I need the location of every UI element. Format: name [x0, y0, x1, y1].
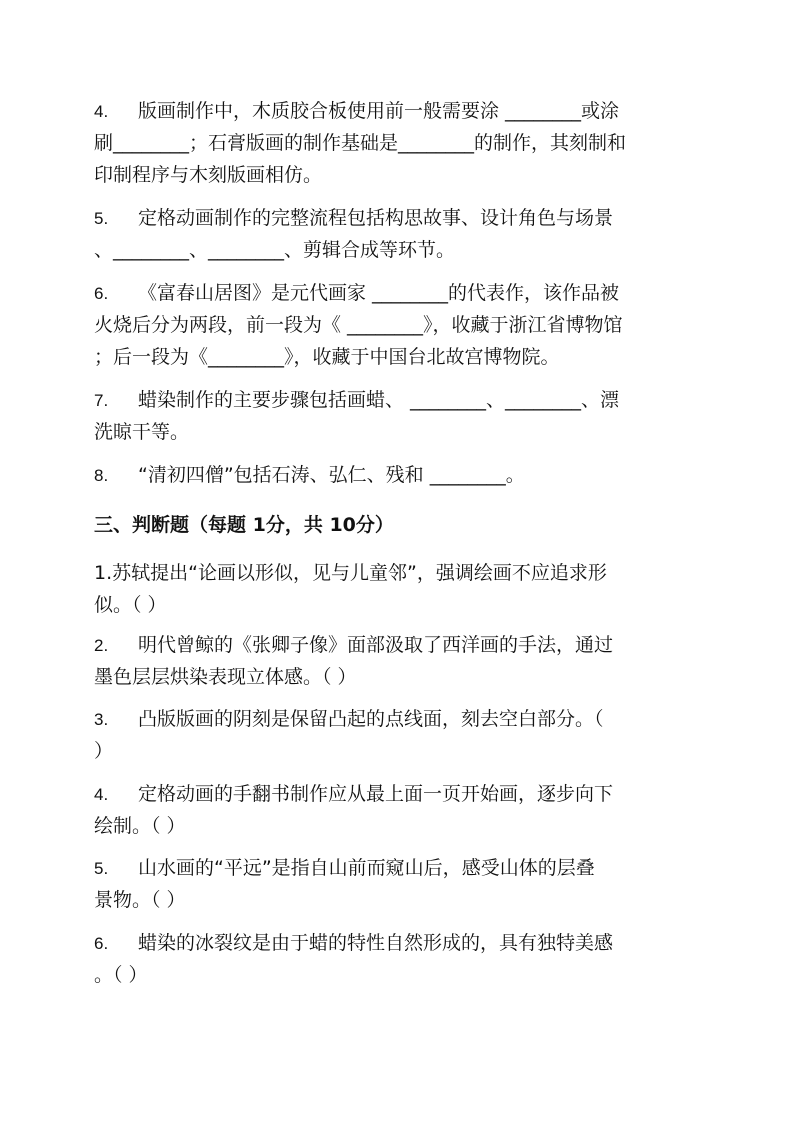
- judge-question-3: [94, 703, 704, 767]
- question-text: 定格动画的手翻书制作应从最上面一页开始画，逐步向下: [138, 783, 614, 805]
- fill-question-4: [94, 95, 704, 191]
- question-text: 绘制。（ ）: [94, 815, 186, 837]
- question-text: 明代曾鲸的《张卿子像》面部汲取了西洋画的手法，通过: [138, 634, 614, 656]
- question-text: 景物。（ ）: [94, 889, 186, 911]
- question-text: 《富春山居图》是元代画家 ________的代表作，该作品被: [138, 282, 620, 304]
- question-number: 5.: [94, 859, 109, 878]
- question-text: 山水画的“平远”是指自山前而窥山后，感受山体的层叠: [138, 857, 595, 879]
- question-text: 洗晾干等。: [94, 421, 190, 443]
- question-number: 2.: [94, 636, 109, 655]
- question-text: 火烧后分为两段，前一段为《 ________》，收藏于浙江省博物馆: [94, 314, 623, 336]
- question-number: 6.: [94, 284, 109, 303]
- question-text: 似。（ ）: [94, 594, 167, 616]
- question-text: 、________、________、剪辑合成等环节。: [94, 239, 456, 261]
- fill-question-6: [94, 277, 704, 373]
- fill-question-7: [94, 384, 704, 448]
- question-text: 苏轼提出“论画以形似，见与儿童邻”，强调绘画不应追求形: [112, 562, 607, 584]
- question-number: 5.: [94, 209, 109, 228]
- question-text: 。（ ）: [94, 964, 148, 986]
- question-text: “清初四僧”包括石涛、弘仁、残和 ________。: [138, 464, 525, 486]
- judge-question-6: [94, 927, 704, 991]
- judge-question-4: [94, 778, 704, 842]
- question-text: 刷________；石膏版画的制作基础是________的制作，其刻制和: [94, 132, 627, 154]
- question-text: 墨色层层烘染表现立体感。（ ）: [94, 666, 357, 688]
- question-number: 4.: [94, 785, 109, 804]
- question-text: ）: [94, 740, 114, 762]
- question-text: ；后一段为《________》，收藏于中国台北故宫博物院。: [94, 346, 560, 368]
- judge-question-1: [94, 557, 704, 621]
- judge-question-5: [94, 852, 704, 916]
- question-text: 蜡染制作的主要步骤包括画蜡、 ________、________、漂: [138, 389, 620, 411]
- question-number: 8.: [94, 466, 109, 485]
- question-number: 1.: [94, 562, 113, 584]
- fill-question-5: [94, 202, 704, 266]
- question-number: 6.: [94, 934, 109, 953]
- question-number: 4.: [94, 102, 109, 121]
- question-text: 凸版版画的阴刻是保留凸起的点线面，刻去空白部分。（: [138, 708, 604, 730]
- question-text: 定格动画制作的完整流程包括构思故事、设计角色与场景: [138, 207, 614, 229]
- section-title: 三、判断题（每题 1分，共 10分）: [94, 514, 394, 536]
- question-number: 3.: [94, 710, 109, 729]
- question-text: 版画制作中，木质胶合板使用前一般需要涂 ________或涂: [138, 100, 620, 122]
- judge-question-2: [94, 629, 704, 693]
- question-text: 印制程序与木刻版画相仿。: [94, 164, 323, 186]
- question-text: 蜡染的冰裂纹是由于蜡的特性自然形成的，具有独特美感: [138, 932, 614, 954]
- question-number: 7.: [94, 391, 109, 410]
- fill-question-8: [94, 459, 704, 491]
